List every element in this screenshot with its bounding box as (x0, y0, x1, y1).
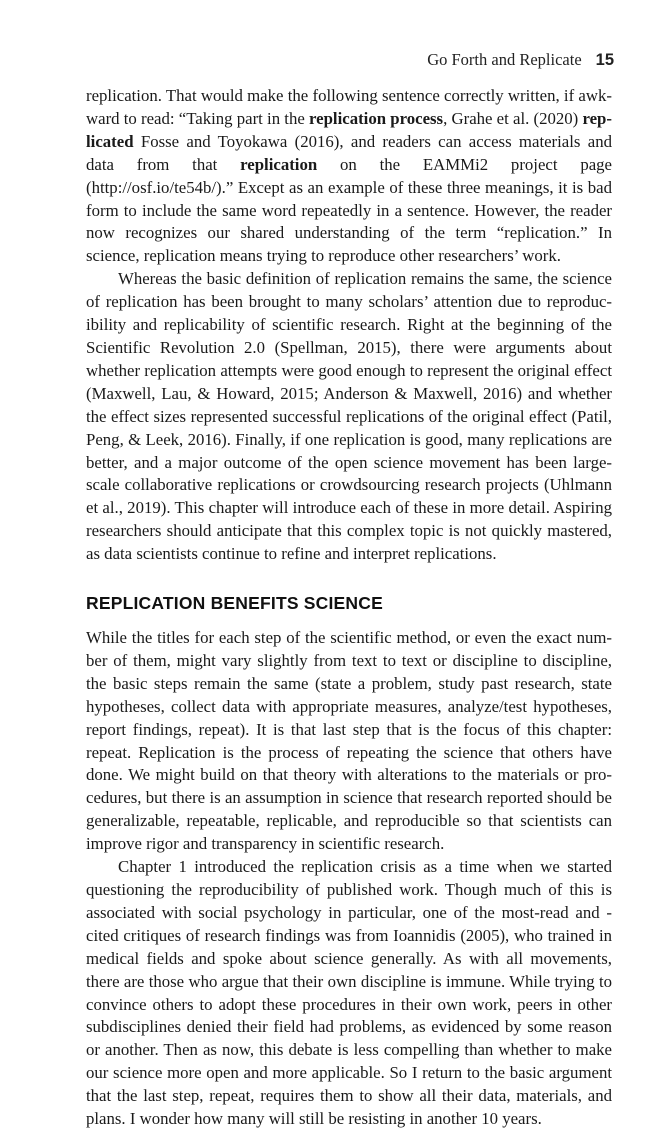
paragraph: Whereas the basic definition of replication remains the same, the science of replication has been brought to many scholars’ attention due to reproducibility and replicability of scientific research. Right at the beginning of the Scientific Revolution 2.0 (Spellman, 2015), there were arguments about whether replication attempts were good enough to represent the original effect (Maxwell, Lau, & Howard, 2015; Anderson & Maxwell, 2016) and whether the effect sizes represented successful replications of the original effect (Patil, Peng, & Leek, 2016). Finally, if one replication is good, many replications are better, and a major outcome of the open science movement has been large-scale collaborative replications or crowdsourcing research projects (Uhlmann et al., 2019). This chapter will introduce each of these in more detail. Aspiring researchers should anticipate that this complex topic is not quickly mastered, as data scientists continue to refine and interpret replications. (86, 269, 612, 564)
bold-term: replicated (86, 108, 612, 151)
paragraph-text: , Grahe et al. (2020) (443, 108, 583, 128)
running-title: Go Forth and Replicate (427, 50, 582, 69)
bold-term: replication process (309, 108, 444, 128)
running-header (427, 50, 614, 70)
paragraph-text: Fosse and Toyokawa (2016), and readers can access materials and data from that (86, 131, 612, 174)
page-number: 15 (595, 51, 614, 69)
body-text (86, 85, 612, 1131)
paragraph-text: on the EAMMi2 project page (http://osf.io/te54b/).” Except as an example of these three meanings, it is bad form to include the same word repeatedly in a sentence. However, the reader now recognizes our shared understanding of the term “replication.” In science, replication means trying to reproduce other researchers’ work. (86, 154, 612, 266)
paragraph: Chapter 1 introduced the replication crisis as a time when we started questioning the reproducibility of published work. Though much of this is associated with social psychology in particular, one of the most-read and -cited critiques of research findings was from Ioannidis (2005), who trained in medical fields and spoke about science generally. As with all movements, there are those who argue that their own discipline is immune. While trying to convince others to adopt these procedures in their own work, peers in other subdisciplines denied their field had problems, as evidenced by some reason or another. Then as now, this debate is less compelling than whether to make our science more open and more applicable. So I return to the basic argument that the last step, repeat, requires them to show all their data, materials, and plans. I wonder how many will still be resisting in another 10 years. (86, 857, 612, 1129)
bold-term: replication (240, 154, 318, 174)
paragraph: While the titles for each step of the scientific method, or even the exact number of them, might vary slightly from text to text or discipline to discipline, the basic steps remain the same (state a problem, study past research, state hypotheses, collect data with appropriate measures, analyze/test hypotheses, report findings, repeat). It is that last step that is the focus of this chapter: repeat. Replication is the process of repeating the science that others have done. We might build on that theory with alterations to the materials or procedures, but there is an assumption in science that research reported should be generalizable, repeatable, replicable, and reproducible so that scientists can improve rigor and transparency in scientific research. (86, 628, 612, 854)
section-heading: REPLICATION BENEFITS SCIENCE (86, 593, 383, 614)
paragraph-continued (86, 85, 612, 268)
paragraph-text: replication. That would make the following sentence correctly written, if awkward to read: “Taking part in the (86, 86, 612, 128)
